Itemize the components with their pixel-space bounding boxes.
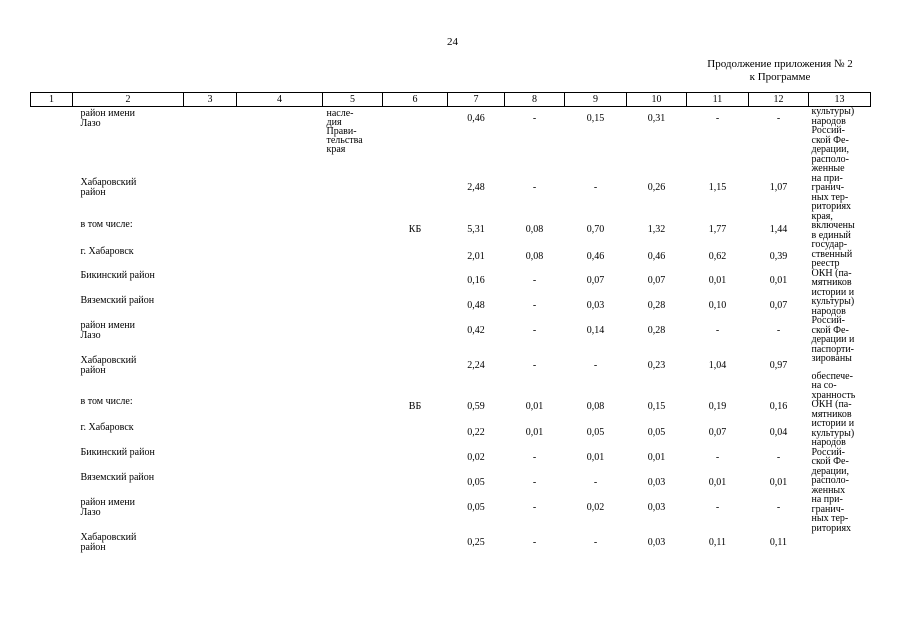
- table-row: [31, 218, 871, 244]
- cell-c1: [31, 176, 73, 218]
- cell-territory: [73, 354, 184, 395]
- cell-c3: [184, 354, 237, 395]
- cell-c11: 0,01: [708, 477, 727, 489]
- cell-c12: -: [776, 501, 781, 513]
- notes-line: дерации,: [811, 465, 850, 477]
- territory-line: район имени: [80, 320, 135, 332]
- cell-c5: [323, 354, 383, 395]
- cell-c8: 0,08: [525, 250, 544, 262]
- cell-territory: [73, 107, 184, 176]
- table-row: [31, 294, 871, 319]
- column-header-9: 9: [565, 93, 627, 107]
- cell-c6: [383, 269, 448, 294]
- cell-c12: -: [776, 113, 781, 124]
- territory-line: Лазо: [80, 506, 101, 518]
- cell-c5: [323, 421, 383, 446]
- cell-c10: 0,03: [647, 477, 666, 489]
- table-row: [31, 421, 871, 446]
- continuation-caption: [660, 58, 900, 84]
- notes-line: располо-: [811, 153, 849, 165]
- notes-line: народов: [811, 437, 846, 448]
- continuation-line-1: Продолжение приложения № 2: [707, 58, 853, 70]
- cell-c10: 0,03: [647, 501, 666, 513]
- cell-c12: 0,07: [769, 300, 788, 312]
- cell-c9: 0,46: [586, 250, 605, 262]
- notes-line: ОКН (па-: [811, 267, 852, 279]
- cell-c3: [184, 294, 237, 319]
- cell-c9: -: [593, 181, 598, 193]
- cell-c7: 0,16: [467, 275, 485, 287]
- cell-c5: [323, 395, 383, 421]
- column-header-12: 12: [749, 93, 809, 107]
- column-header-13: 13: [809, 93, 871, 107]
- appendix-table: [30, 92, 871, 572]
- table-row: [31, 245, 871, 270]
- notes-line: культуры): [811, 106, 855, 117]
- cell-c1: [31, 354, 73, 395]
- cell-c11: 0,11: [708, 537, 727, 548]
- cell-c4: [237, 319, 323, 354]
- cell-c12: 0,11: [769, 537, 788, 548]
- column-header-4: 4: [237, 93, 323, 107]
- cell-c4: [237, 354, 323, 395]
- cell-c6: [383, 354, 448, 395]
- cell-c5: [323, 176, 383, 218]
- territory-line: район имени: [80, 108, 135, 119]
- territory-line: район: [80, 365, 106, 377]
- cell-c9: 0,07: [586, 275, 605, 287]
- cell-c6: [383, 421, 448, 446]
- cell-c4: [237, 471, 323, 496]
- cell-c11: 0,19: [708, 401, 727, 413]
- cell-c1: [31, 245, 73, 270]
- notes-line: ОКН (па-: [811, 399, 852, 410]
- notes-line: мятников: [811, 408, 852, 420]
- notes-line: истории и: [811, 418, 855, 429]
- cell-c5: [323, 531, 383, 572]
- column-header-3: 3: [184, 93, 237, 107]
- cell-c8: -: [532, 275, 537, 287]
- notes-line: Россий-: [811, 315, 845, 326]
- cell-territory: [73, 446, 184, 471]
- cell-c1: [31, 471, 73, 496]
- column-header-8: 8: [505, 93, 565, 107]
- territory-line: г. Хабаровск: [80, 245, 134, 257]
- cell-c3: [184, 319, 237, 354]
- notes-line: женные: [811, 163, 845, 174]
- notes-line: хранность: [811, 389, 856, 401]
- notes-line: культуры): [811, 296, 855, 307]
- territory-line: Лазо: [80, 330, 101, 342]
- cell-c3: [184, 531, 237, 572]
- cell-territory: [73, 496, 184, 531]
- notes-line: риториях: [811, 522, 852, 534]
- c5-line: тельства: [326, 135, 363, 146]
- territory-line: Вяземский район: [80, 295, 155, 307]
- notes-line: ской Фе-: [811, 456, 849, 467]
- cell-territory: [73, 218, 184, 244]
- cell-c9: -: [593, 360, 598, 372]
- notes-line: ской Фе-: [811, 324, 849, 336]
- notes-line: дерации,: [811, 144, 850, 155]
- notes-line: зированы: [811, 353, 852, 364]
- cell-c5: [323, 294, 383, 319]
- cell-c4: [237, 496, 323, 531]
- cell-c1: [31, 395, 73, 421]
- territory-line: Лазо: [80, 118, 101, 129]
- column-header-11: 11: [687, 93, 749, 107]
- cell-c7: 2,24: [467, 360, 485, 372]
- table-row: [31, 107, 871, 176]
- territory-line: Бикинский район: [80, 270, 155, 282]
- notes-line: реестр: [811, 258, 840, 269]
- cell-c3: [184, 496, 237, 531]
- cell-c11: -: [715, 325, 720, 337]
- notes-line: в единый: [811, 229, 851, 241]
- territory-line: район: [80, 186, 106, 198]
- c5-line: Прави-: [326, 126, 357, 137]
- cell-c9: 0,03: [586, 300, 605, 312]
- column-header-2: 2: [73, 93, 184, 107]
- cell-c9: 0,14: [586, 325, 605, 337]
- cell-c4: [237, 107, 323, 176]
- cell-territory: [73, 395, 184, 421]
- cell-c11: 0,62: [708, 250, 727, 262]
- notes-line: народов: [811, 115, 846, 127]
- column-header-6: 6: [383, 93, 448, 107]
- cell-c11: -: [715, 452, 720, 464]
- cell-c9: 0,15: [586, 113, 605, 124]
- cell-c3: [184, 471, 237, 496]
- cell-c11: 0,10: [708, 300, 727, 312]
- cell-c1: [31, 446, 73, 471]
- notes-line: ных тер-: [811, 191, 849, 203]
- cell-c7: 0,46: [467, 113, 485, 124]
- header-row: [31, 93, 871, 107]
- cell-c7: 0,22: [467, 427, 485, 439]
- notes-line: края,: [811, 210, 833, 222]
- cell-c7: 0,02: [467, 452, 485, 464]
- cell-c13-notes: [809, 107, 871, 573]
- cell-c11: 0,01: [708, 275, 727, 287]
- cell-c10: 0,31: [647, 113, 666, 124]
- column-header-5: 5: [323, 93, 383, 107]
- cell-territory: [73, 269, 184, 294]
- cell-c4: [237, 531, 323, 572]
- cell-c12: 1,44: [769, 224, 788, 236]
- cell-c5: [323, 446, 383, 471]
- cell-c1: [31, 107, 73, 176]
- cell-c7: 0,05: [467, 501, 485, 513]
- cell-c12: 1,07: [769, 181, 788, 193]
- cell-c8: -: [532, 452, 537, 464]
- cell-c9: -: [593, 477, 598, 489]
- cell-c10: 0,05: [647, 427, 666, 439]
- cell-c5: [323, 471, 383, 496]
- cell-c10: 1,32: [647, 224, 666, 236]
- cell-c4: [237, 269, 323, 294]
- cell-c12: -: [776, 452, 781, 464]
- cell-c12: 0,39: [769, 250, 788, 262]
- cell-c3: [184, 446, 237, 471]
- territory-line: район: [80, 542, 106, 553]
- cell-c1: [31, 294, 73, 319]
- notes-line: ных тер-: [811, 513, 849, 524]
- cell-c4: [237, 176, 323, 218]
- cell-c1: [31, 218, 73, 244]
- cell-c1: [31, 496, 73, 531]
- cell-territory: [73, 471, 184, 496]
- cell-c10: 0,01: [647, 452, 666, 464]
- cell-c1: [31, 269, 73, 294]
- cell-c4: [237, 395, 323, 421]
- column-header-1: 1: [31, 93, 73, 107]
- cell-territory: [73, 245, 184, 270]
- cell-c9: -: [593, 537, 598, 548]
- territory-line: Бикинский район: [80, 447, 155, 459]
- cell-c7: 0,25: [467, 537, 485, 548]
- cell-c11: 1,77: [708, 224, 727, 236]
- cell-c8: 0,08: [525, 224, 544, 236]
- page-number: 24: [447, 36, 458, 48]
- continuation-line-2: к Программе: [749, 71, 811, 83]
- territory-line: Вяземский район: [80, 472, 155, 484]
- cell-c12: 0,01: [769, 275, 788, 287]
- cell-territory: [73, 421, 184, 446]
- cell-c4: [237, 218, 323, 244]
- cell-c6: [383, 245, 448, 270]
- notes-line: государ-: [811, 239, 848, 250]
- column-header-7: 7: [448, 93, 505, 107]
- table-body: [31, 107, 871, 573]
- cell-c5: [323, 269, 383, 294]
- notes-line: ской Фе-: [811, 134, 849, 146]
- notes-line: паспорти-: [811, 343, 854, 355]
- territory-line: в том числе:: [80, 396, 133, 408]
- territory-line: Хабаровский: [80, 532, 137, 543]
- cell-c11: -: [715, 501, 720, 513]
- notes-line: на при-: [811, 172, 843, 184]
- cell-c6: [383, 294, 448, 319]
- cell-c9: 0,05: [586, 427, 605, 439]
- notes-line: истории и: [811, 286, 855, 298]
- cell-c1: [31, 319, 73, 354]
- cell-c9: 0,08: [586, 401, 605, 413]
- table-row: [31, 446, 871, 471]
- cell-c6: ВБ: [408, 401, 422, 413]
- table-row: [31, 354, 871, 395]
- cell-c8: -: [532, 501, 537, 513]
- notes-line: гранич-: [811, 503, 845, 515]
- territory-line: г. Хабаровск: [80, 422, 134, 434]
- territory-line: Хабаровский: [80, 355, 137, 367]
- cell-c5: [323, 496, 383, 531]
- cell-c9: 0,70: [586, 224, 605, 236]
- cell-c3: [184, 176, 237, 218]
- cell-c3: [184, 245, 237, 270]
- cell-c6: [383, 107, 448, 176]
- notes-line: риториях: [811, 201, 852, 212]
- cell-c8: -: [532, 360, 537, 372]
- table-row: [31, 269, 871, 294]
- cell-c10: 0,07: [647, 275, 666, 287]
- cell-c10: 0,28: [647, 300, 666, 312]
- cell-c11: 1,04: [708, 360, 727, 372]
- cell-c12: -: [776, 325, 781, 337]
- notes-line: дерации и: [811, 334, 855, 345]
- cell-c7: 0,42: [467, 325, 485, 337]
- cell-c3: [184, 218, 237, 244]
- cell-c7: 2,01: [467, 250, 485, 262]
- cell-territory: [73, 176, 184, 218]
- cell-territory: [73, 294, 184, 319]
- cell-c5: [323, 218, 383, 244]
- cell-c8: -: [532, 181, 537, 193]
- notes-line: народов: [811, 305, 846, 317]
- cell-c8: 0,01: [525, 427, 544, 439]
- notes-line: на при-: [811, 494, 843, 505]
- cell-c6: [383, 471, 448, 496]
- notes-line: культуры): [811, 427, 855, 439]
- cell-c3: [184, 107, 237, 176]
- table-row: [31, 176, 871, 218]
- notes-line: Россий-: [811, 125, 845, 136]
- cell-c10: 0,15: [647, 401, 666, 413]
- cell-c4: [237, 421, 323, 446]
- cell-c8: -: [532, 325, 537, 337]
- cell-c9: 0,02: [586, 501, 605, 513]
- cell-c10: 0,23: [647, 360, 666, 372]
- cell-territory: [73, 319, 184, 354]
- table-row: [31, 395, 871, 421]
- cell-c11: 0,07: [708, 427, 727, 439]
- cell-c6: [383, 319, 448, 354]
- cell-c8: -: [532, 113, 537, 124]
- table-row: [31, 531, 871, 572]
- cell-c12: 0,01: [769, 477, 788, 489]
- cell-c4: [237, 446, 323, 471]
- cell-c8: 0,01: [525, 401, 544, 413]
- cell-c6: КБ: [408, 224, 422, 236]
- cell-c3: [184, 421, 237, 446]
- cell-c7: 2,48: [467, 181, 485, 193]
- cell-c8: -: [532, 477, 537, 489]
- cell-c3: [184, 269, 237, 294]
- cell-c7: 0,59: [467, 401, 485, 413]
- territory-line: в том числе:: [80, 219, 133, 231]
- cell-c6: [383, 531, 448, 572]
- c5-line: края: [326, 144, 346, 155]
- cell-c5: [323, 107, 383, 176]
- cell-c8: -: [532, 300, 537, 312]
- notes-line: обеспече-: [811, 370, 853, 382]
- notes-line: мятников: [811, 277, 852, 288]
- column-header-10: 10: [627, 93, 687, 107]
- c5-line: дия: [326, 117, 342, 128]
- cell-c10: 0,28: [647, 325, 666, 337]
- cell-c5: [323, 245, 383, 270]
- notes-line: ственный: [811, 248, 853, 260]
- cell-c4: [237, 245, 323, 270]
- notes-line: включены: [811, 220, 855, 231]
- cell-c5: [323, 319, 383, 354]
- cell-c6: [383, 496, 448, 531]
- cell-c7: 0,48: [467, 300, 485, 312]
- cell-c10: 0,46: [647, 250, 666, 262]
- cell-c8: -: [532, 537, 537, 548]
- cell-c6: [383, 446, 448, 471]
- cell-c1: [31, 531, 73, 572]
- table-row: [31, 496, 871, 531]
- cell-territory: [73, 531, 184, 572]
- cell-c12: 0,97: [769, 360, 788, 372]
- notes-line: располо-: [811, 475, 849, 486]
- cell-c6: [383, 176, 448, 218]
- notes-line: Россий-: [811, 446, 845, 458]
- cell-c7: 5,31: [467, 224, 485, 236]
- cell-c3: [184, 395, 237, 421]
- table-row: [31, 319, 871, 354]
- c5-line: насле-: [326, 108, 354, 119]
- cell-c11: 1,15: [708, 181, 727, 193]
- cell-c12: 0,16: [769, 401, 788, 413]
- cell-c11: -: [715, 113, 720, 124]
- table-row: [31, 471, 871, 496]
- notes-line: гранич-: [811, 182, 845, 193]
- cell-c1: [31, 421, 73, 446]
- cell-c10: 0,26: [647, 181, 666, 193]
- cell-c7: 0,05: [467, 477, 485, 489]
- cell-c9: 0,01: [586, 452, 605, 464]
- cell-c10: 0,03: [647, 537, 666, 548]
- notes-line: на со-: [811, 380, 837, 391]
- territory-line: район имени: [80, 496, 135, 508]
- territory-line: Хабаровский: [80, 176, 137, 188]
- cell-c12: 0,04: [769, 427, 788, 439]
- notes-line: женных: [811, 484, 846, 496]
- cell-c4: [237, 294, 323, 319]
